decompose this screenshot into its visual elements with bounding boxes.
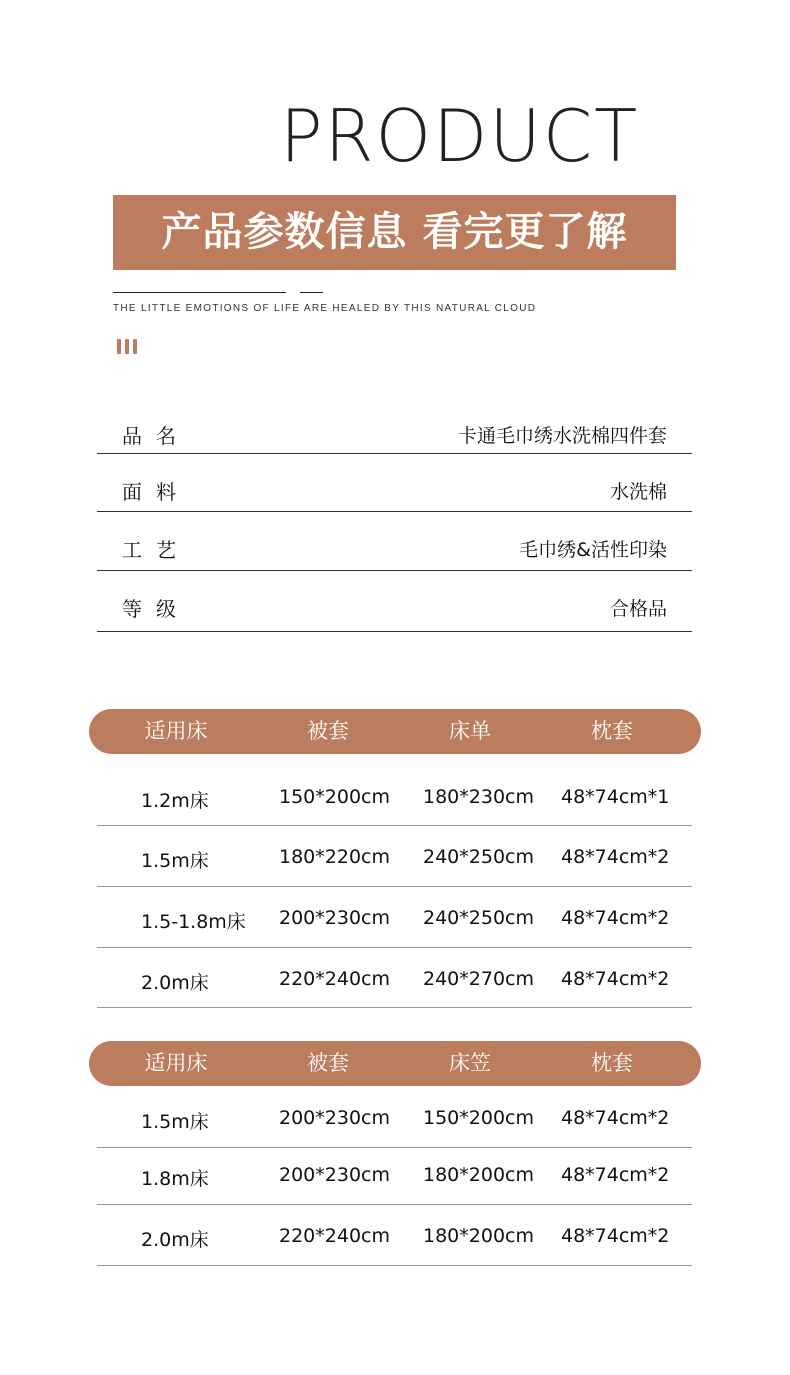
header-cell: 枕套 (591, 719, 633, 743)
table-cell: 200*230cm (279, 1107, 390, 1129)
table-cell: 2.0m床 (141, 972, 209, 994)
header-cell: 适用床 (144, 1051, 208, 1075)
tagline: THE LITTLE EMOTIONS OF LIFE ARE HEALED BY THIS NATURAL CLOUD (113, 303, 537, 314)
table-cell: 220*240cm (279, 968, 390, 990)
spec-label: 工艺 (122, 538, 190, 562)
header-cell: 枕套 (591, 1051, 633, 1075)
table-row (97, 1092, 692, 1148)
table-row (97, 1205, 692, 1266)
spec-table (97, 400, 692, 632)
table-cell: 220*240cm (279, 1225, 390, 1247)
divider-short (300, 292, 323, 293)
spec-value: 合格品 (609, 598, 667, 620)
header-cell: 被套 (307, 719, 349, 743)
table-row (97, 1148, 692, 1205)
table-cell: 48*74cm*2 (561, 907, 670, 929)
spec-label: 等级 (122, 597, 190, 621)
spec-row (97, 454, 692, 512)
header-cell: 被套 (307, 1051, 349, 1075)
table-row (97, 887, 692, 948)
table-cell: 1.2m床 (141, 790, 209, 812)
spec-value: 水洗棉 (609, 481, 667, 503)
table-cell: 240*250cm (423, 907, 534, 929)
size-table-body (97, 766, 692, 1008)
spec-label: 品名 (122, 424, 190, 448)
spec-row (97, 512, 692, 571)
table-cell: 1.5m床 (141, 850, 209, 872)
spec-value: 毛巾绣&活性印染 (519, 539, 667, 561)
table-cell: 48*74cm*2 (561, 1225, 670, 1247)
decorative-bars-icon (117, 339, 141, 354)
table-cell: 48*74cm*1 (561, 786, 670, 808)
table-cell: 48*74cm*2 (561, 968, 670, 990)
table-row (97, 826, 692, 887)
table-cell: 200*230cm (279, 1164, 390, 1186)
spec-row (97, 400, 692, 454)
table-cell: 180*230cm (423, 786, 534, 808)
spec-label: 面料 (122, 480, 190, 504)
divider-long (113, 292, 286, 293)
table-cell: 1.8m床 (141, 1168, 209, 1190)
table-cell: 200*230cm (279, 907, 390, 929)
header-cell: 床笠 (449, 1051, 491, 1075)
table-cell: 180*200cm (423, 1225, 534, 1247)
spec-row (97, 571, 692, 632)
table-cell: 48*74cm*2 (561, 846, 670, 868)
table-cell: 150*200cm (279, 786, 390, 808)
table-cell: 180*220cm (279, 846, 390, 868)
info-banner: 产品参数信息 看完更了解 (113, 195, 676, 270)
table-cell: 2.0m床 (141, 1229, 209, 1251)
spec-value: 卡通毛巾绣水洗棉四件套 (457, 425, 667, 447)
table-row (97, 948, 692, 1008)
table-cell: 150*200cm (423, 1107, 534, 1129)
table-cell: 48*74cm*2 (561, 1107, 670, 1129)
table-cell: 240*270cm (423, 968, 534, 990)
table-row (97, 766, 692, 826)
table-cell: 1.5-1.8m床 (141, 911, 246, 933)
size-table-header (89, 1041, 701, 1086)
header-cell: 床单 (449, 719, 491, 743)
table-cell: 1.5m床 (141, 1111, 209, 1133)
size-table-body (97, 1092, 692, 1266)
table-cell: 240*250cm (423, 846, 534, 868)
product-heading: PRODUCT (280, 94, 640, 178)
table-cell: 180*200cm (423, 1164, 534, 1186)
table-cell: 48*74cm*2 (561, 1164, 670, 1186)
header-cell: 适用床 (144, 719, 208, 743)
size-table-header (89, 709, 701, 754)
